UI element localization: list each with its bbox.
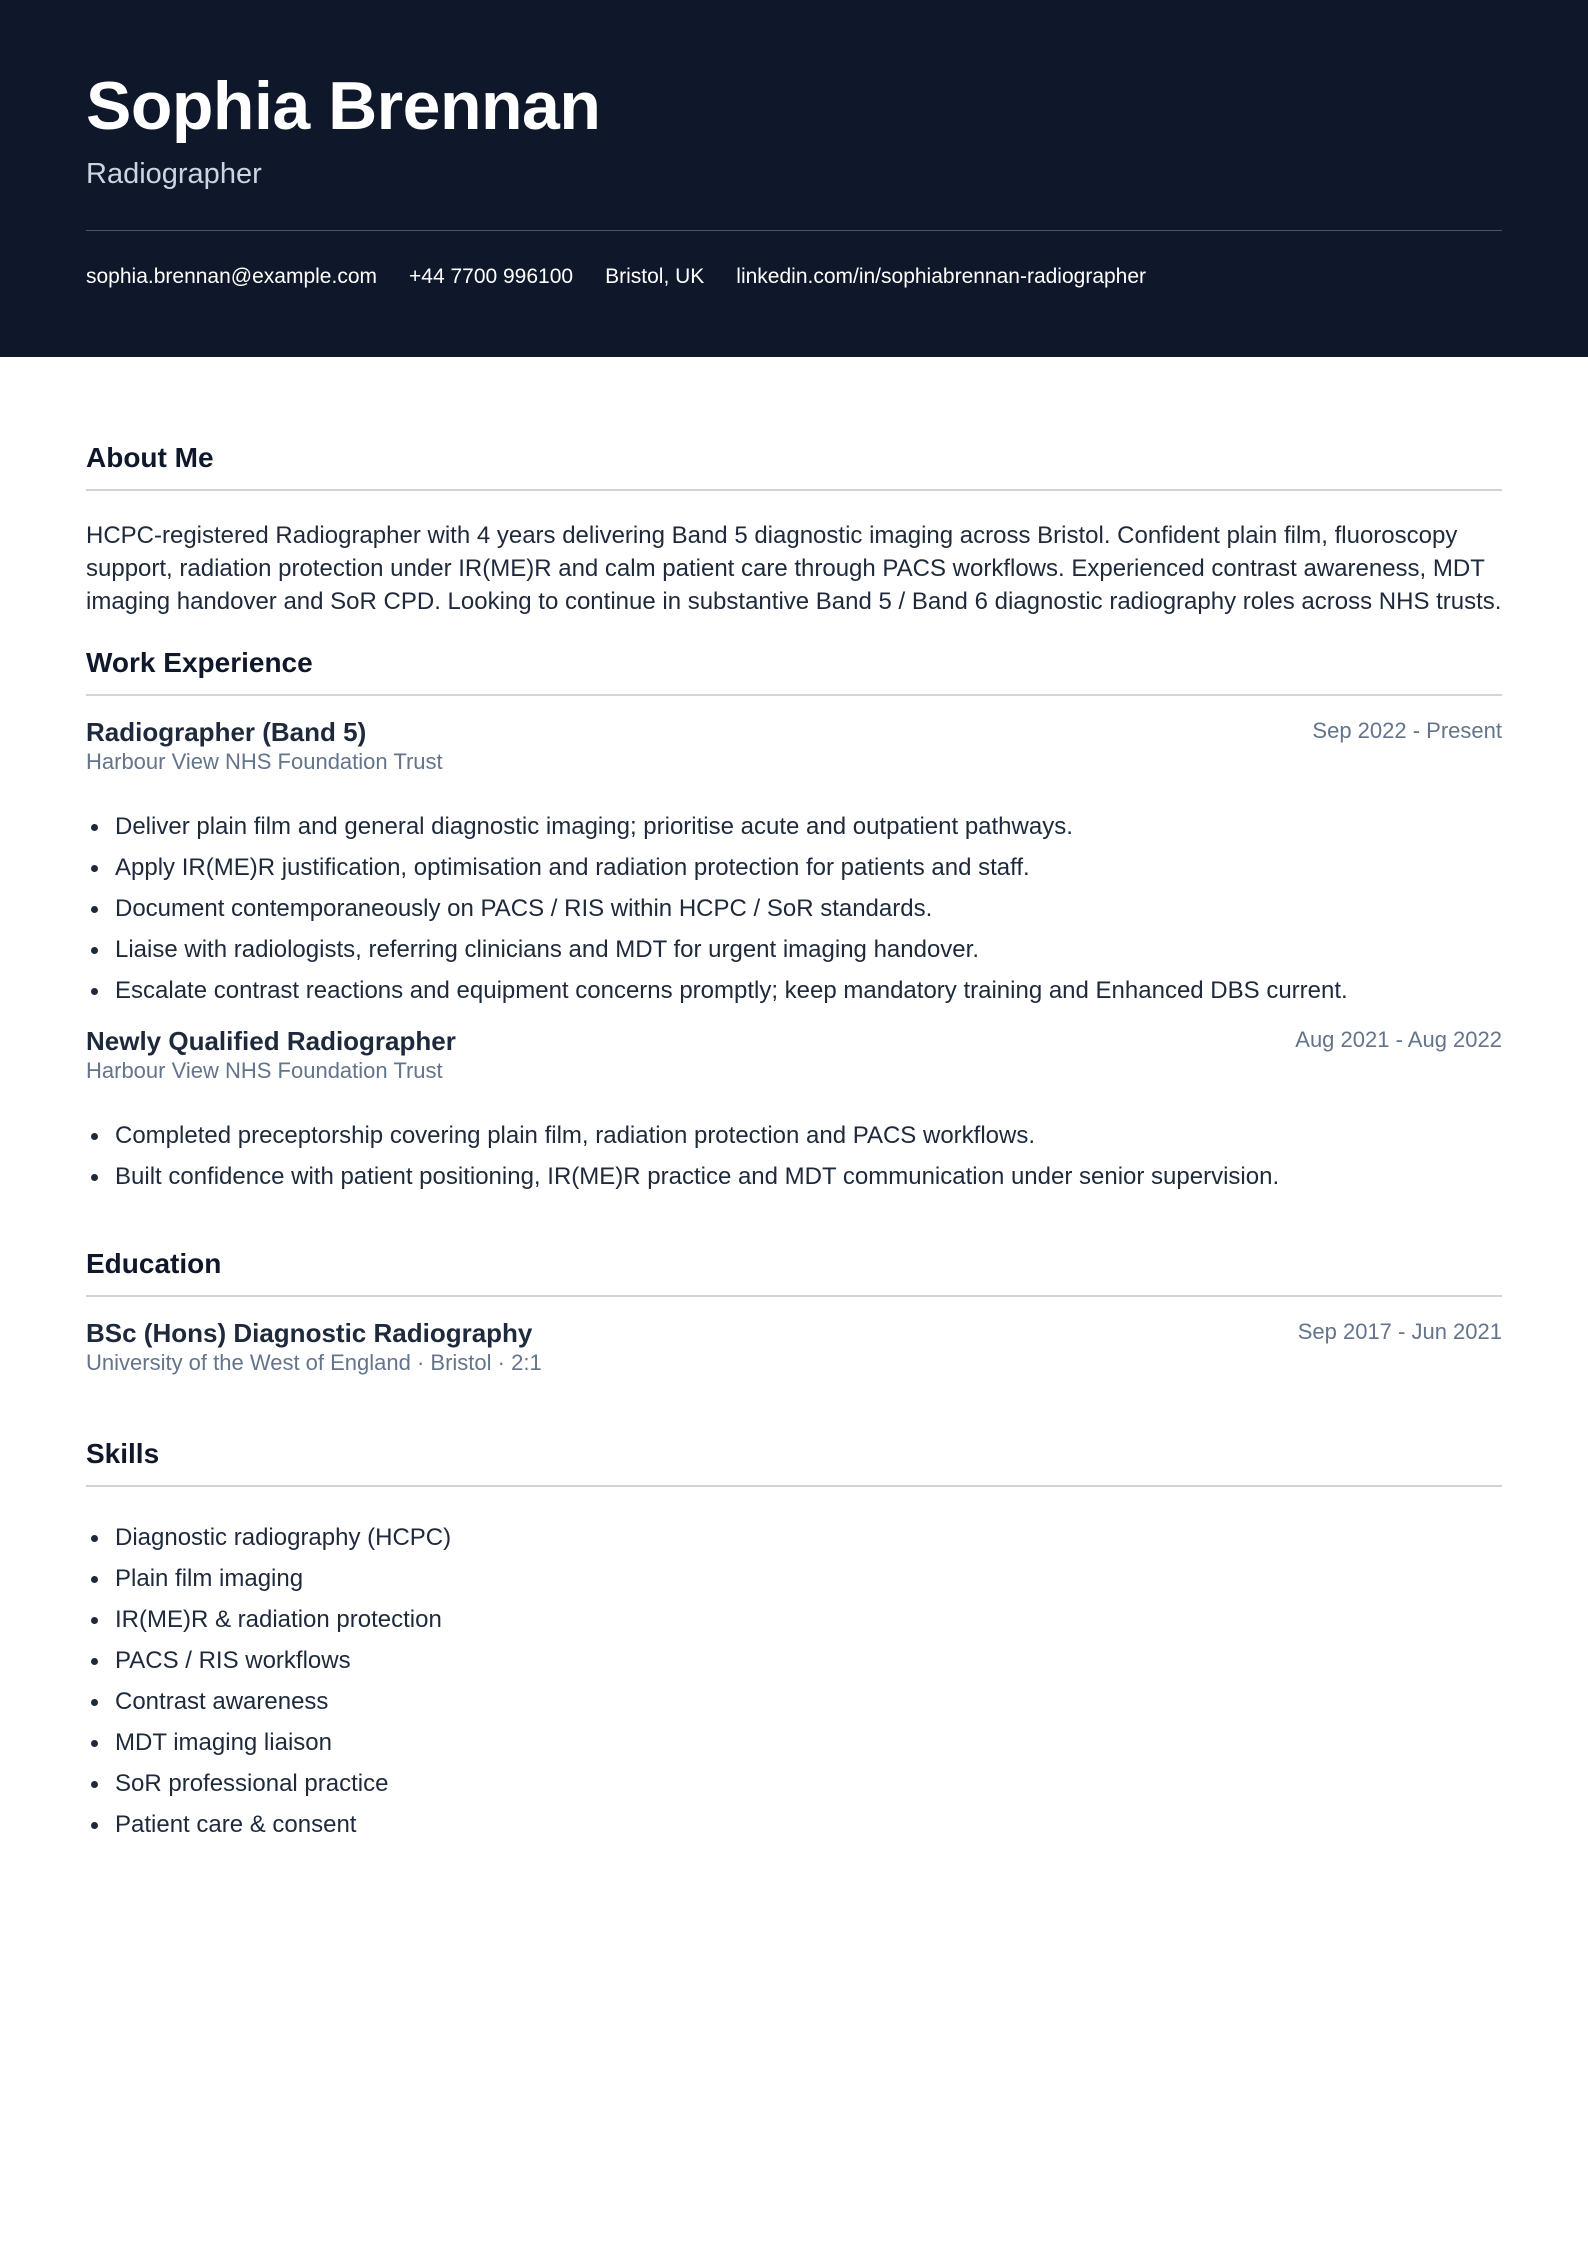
skill-item: SoR professional practice	[86, 1763, 1502, 1804]
education-dates: Sep 2017 - Jun 2021	[1297, 1319, 1502, 1344]
contact-email[interactable]: sophia.brennan@example.com	[86, 265, 377, 288]
skills-section	[86, 1437, 1502, 1845]
job-employer: Harbour View NHS Foundation Trust	[86, 1058, 443, 1083]
list-item: Completed preceptorship covering plain film, radiation protection and PACS workflows.	[86, 1115, 1502, 1156]
list-item: Document contemporaneously on PACS / RIS within HCPC / SoR standards.	[86, 888, 1502, 929]
job-dates: Sep 2022 - Present	[1312, 718, 1502, 743]
skill-item: Patient care & consent	[86, 1804, 1502, 1845]
list-item: Apply IR(ME)R justification, optimisation and radiation protection for patients and staff.	[86, 847, 1502, 888]
section-title-skills: Skills	[86, 1438, 160, 1469]
list-item: Deliver plain film and general diagnostic imaging; prioritise acute and outpatient pathways.	[86, 806, 1502, 847]
section-title-about: About Me	[86, 442, 214, 473]
section-divider	[86, 694, 1502, 696]
list-item: Built confidence with patient positioning, IR(ME)R practice and MDT communication under senior supervision.	[86, 1156, 1502, 1197]
job-dates: Aug 2021 - Aug 2022	[1295, 1027, 1502, 1052]
education-section	[86, 1247, 1502, 1377]
section-title-education: Education	[86, 1248, 222, 1279]
skill-item: IR(ME)R & radiation protection	[86, 1599, 1502, 1640]
candidate-role: Radiographer	[86, 158, 262, 190]
section-divider	[86, 1485, 1502, 1487]
job-bullets	[86, 806, 1502, 1011]
about-text: HCPC-registered Radiographer with 4 years delivering Band 5 diagnostic imaging across Bristol. Confident plain film, fluoroscopy support, radiation protection under IR(ME)R and calm patient care through PACS workflows. Experienced contrast awareness, MDT imaging handover and SoR CPD. Looking to continue in substantive Band 5 / Band 6 diagnostic radiography roles across NHS trusts.	[86, 522, 1502, 615]
job-entry	[86, 1025, 1502, 1197]
skill-item: Plain film imaging	[86, 1558, 1502, 1599]
about-section	[86, 441, 1502, 618]
resume-header	[0, 0, 1588, 357]
candidate-name: Sophia Brennan	[86, 68, 601, 144]
job-title: Newly Qualified Radiographer	[86, 1026, 456, 1056]
skill-item: Contrast awareness	[86, 1681, 1502, 1722]
contact-bar	[86, 263, 1502, 291]
skill-item: MDT imaging liaison	[86, 1722, 1502, 1763]
skills-list	[86, 1517, 1502, 1845]
contact-linkedin[interactable]: linkedin.com/in/sophiabrennan-radiographer	[736, 265, 1147, 288]
section-divider	[86, 1295, 1502, 1297]
section-divider	[86, 489, 1502, 491]
skill-item: Diagnostic radiography (HCPC)	[86, 1517, 1502, 1558]
job-employer: Harbour View NHS Foundation Trust	[86, 749, 443, 774]
list-item: Escalate contrast reactions and equipment concerns promptly; keep mandatory training and Enhanced DBS current.	[86, 970, 1502, 1011]
list-item: Liaise with radiologists, referring clinicians and MDT for urgent imaging handover.	[86, 929, 1502, 970]
degree-title: BSc (Hons) Diagnostic Radiography	[86, 1318, 533, 1348]
skill-item: PACS / RIS workflows	[86, 1640, 1502, 1681]
job-entry	[86, 716, 1502, 1011]
job-title: Radiographer (Band 5)	[86, 717, 367, 747]
work-section	[86, 646, 1502, 1197]
resume-body	[0, 357, 1588, 1845]
education-details: University of the West of England · Bristol · 2:1	[86, 1350, 542, 1375]
section-title-work: Work Experience	[86, 647, 313, 678]
job-bullets	[86, 1115, 1502, 1197]
header-divider	[86, 230, 1502, 231]
contact-location: Bristol, UK	[605, 265, 705, 288]
education-entry	[86, 1317, 1502, 1377]
contact-phone[interactable]: +44 7700 996100	[409, 265, 574, 288]
